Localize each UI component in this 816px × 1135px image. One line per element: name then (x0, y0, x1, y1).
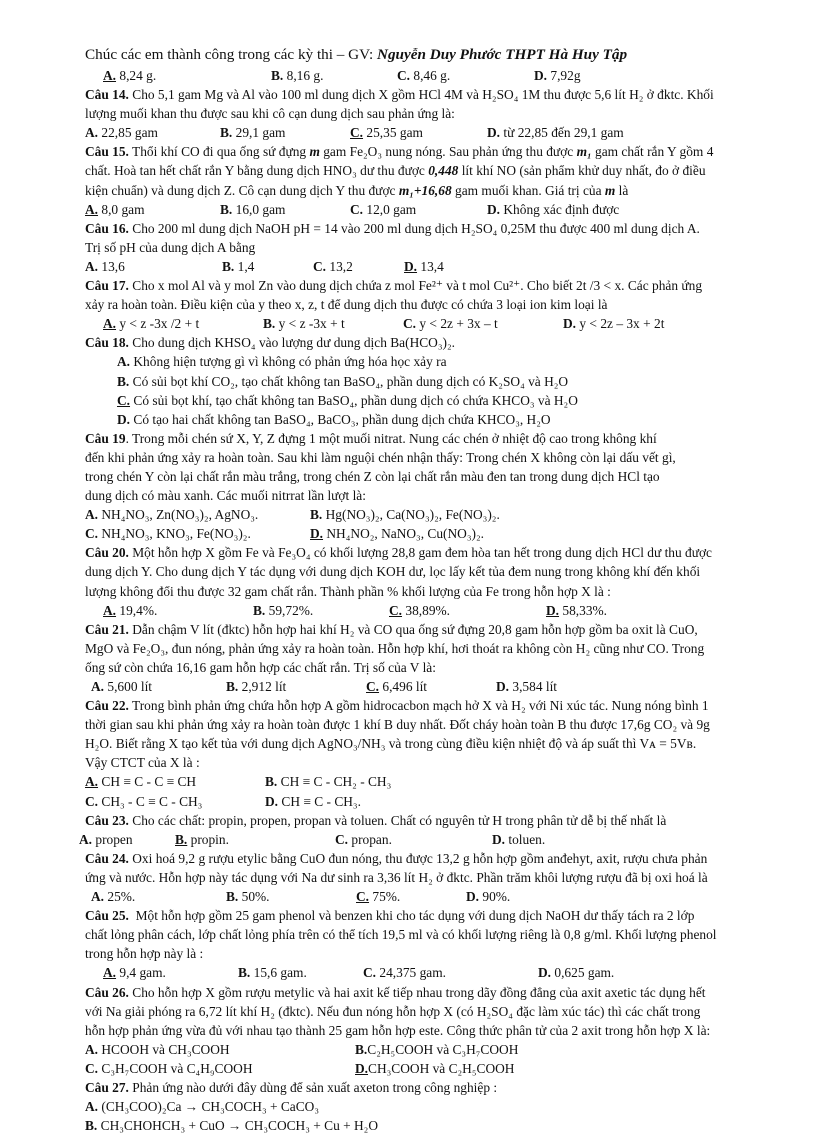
q25-options: A. 9,4 gam. B. 15,6 gam. C. 24,375 gam. D. 0,625 gam. (103, 965, 615, 981)
q26-options-cd: C. C₃H₇COOH và C₄H₉COOH D.CH₃COOH và C₂H₅COOH (85, 1060, 515, 1076)
q21-stem-3: ống sứ còn chứa 16,16 gam hỗn hợp các chất rắn. Trị số của V là: (85, 659, 436, 675)
q20-options: A. 19,4%. B. 59,72%. C. 38,89%. D. 58,33%. (103, 602, 608, 618)
q26-stem-2: với Na giải phóng ra 6,72 lít khí H₂ (đktc). Nếu đun nóng hỗn hợp X (có H₂SO₄ đặc làm xúc tác) thì các chất trong (85, 1003, 701, 1019)
q19-stem-3: trong chén Y còn lại chất rắn màu trắng, trong chén Z còn lại chất rắn màu đen tan trong dung dịch HCl tạo (85, 468, 660, 484)
q14-stem: Câu 14. Cho 5,1 gam Mg và Al vào 100 ml dung dịch X gồm HCl 4M và H₂SO₄ 1M thu được 5,6 lít H₂ ở đktc. Khối (85, 87, 714, 103)
q18-option-c: C. Có sủi bọt khí, tạo chất không tan BaSO₄, phần dung dịch có chứa KHCO₃ và H₂O (117, 392, 578, 408)
q19-stem-2: đến khi phản ứng xảy ra hoàn toàn. Sau khi làm nguội chén nhận thấy: Trong chén X không còn lại dấu vết gì, (85, 449, 676, 465)
q24-stem-2: ứng và nước. Hỗn hợp này tác dụng với Na dư sinh ra 3,36 lít H₂ ở đktc. Phần trăm khôi lượng rượu đã bị oxi hoá là (85, 869, 708, 885)
q26-stem-3: hỗn hợp phản ứng vừa đủ với nhau tạo thành 25 gam hỗn hợp este. Công thức phân tử của 2 axit trong hỗn hợp X là: (85, 1022, 711, 1038)
q23-stem: Câu 23. Cho các chất: propin, propen, propan và toluen. Chất có nguyên tử H trong phân tử dễ bị thế nhất là (85, 812, 667, 828)
q25-stem-2: chất lỏng phân cách, lớp chất lỏng phía trên có thể tích 19,5 ml và có khối lượng riêng là 0,8 g/ml. Khối lượng phenol (85, 927, 717, 943)
q19-options-cd: C. NH₄NO₃, KNO₃, Fe(NO₃)₂. D. NH₄NO₂, NaNO₃, Cu(NO₃)₂. (85, 526, 484, 542)
q26-stem: Câu 26. Cho hỗn hợp X gồm rượu metylic và hai axit kế tiếp nhau trong dãy đồng đẳng của axit axetic tác dụng hết (85, 984, 706, 1000)
q27-option-a: A. (CH₃COO)₂Ca → CH₃COCH₃ + CaCO₃ (85, 1099, 320, 1115)
q24-options: A. 25%. B. 50%. C. 75%. D. 90%. (91, 889, 511, 905)
q22-stem-3: H₂O. Biết rằng X tạo kết tủa với dung dịch AgNO₃/NH₃ và trong cùng điều kiện nhiệt độ và áp suất thì Vᴀ = 5Vʙ. (85, 736, 697, 752)
q18-option-d: D. Có tạo hai chất không tan BaSO₄, BaCO₃, phần dung dịch chứa KHCO₃, H₂O (117, 411, 551, 427)
q19-options-ab: A. NH₄NO₃, Zn(NO₃)₂, AgNO₃. B. Hg(NO₃)₂, Ca(NO₃)₂, Fe(NO₃)₂. (85, 507, 500, 523)
q22-options-ab: A. CH ≡ C - C ≡ CH B. CH ≡ C - CH₂ - CH₃ (85, 774, 392, 790)
q18-stem: Câu 18. Cho dung dịch KHSO₄ vào lượng dư dung dịch Ba(HCO₃)₂. (85, 335, 456, 351)
q16-stem-2: Trị số pH của dung dịch A bằng (85, 239, 256, 255)
q27-stem: Câu 27. Phản ứng nào dưới đây dùng để sản xuất axeton trong công nghiệp : (85, 1079, 498, 1095)
q21-options: A. 5,600 lít B. 2,912 lít C. 6,496 lít D. 3,584 lít (91, 679, 558, 694)
q25-stem-3: trong hỗn hợp này là : (85, 946, 204, 962)
q15-stem: Câu 15. Thổi khí CO đi qua ống sứ đựng m gam Fe₂O₃ nung nóng. Sau phản ứng thu được m₁ gam chất rắn Y gồm 4 (85, 144, 714, 160)
q15-stem-2: chất. Hoà tan hết chất rắn Y bằng dung dịch HNO₃ dư thu được 0,448 lít khí NO (sản phẩm khử duy nhất, đo ở điều (85, 163, 706, 179)
q20-stem-3: lượng không đổi thu được 32 gam chất rắn. Thành phần % khối lượng của Fe trong hỗn hợp X là : (85, 583, 611, 599)
q17-stem: Câu 17. Cho x mol Al và y mol Zn vào dung dịch chứa z mol Fe²⁺ và t mol Cu²⁺. Cho biết 2t /3 < x. Các phản ứng (85, 278, 703, 294)
q22-stem-2: thời gian sau khi phản ứng xảy ra hoàn toàn được 1 khí B duy nhất. Đốt cháy hoàn toàn B thu được 17,6g CO₂ và 9g (85, 717, 710, 733)
q16-stem: Câu 16. Cho 200 ml dung dịch NaOH pH = 14 vào 200 ml dung dịch H₂SO₄ 0,25M thu được 400 ml dung dịch A. (85, 220, 700, 236)
q16-options: A. 13,6 B. 1,4 C. 13,2 D. 13,4 (85, 258, 444, 274)
q14-stem-2: lượng muối khan thu được sau khi cô cạn dung dịch sau phản ứng là: (85, 106, 455, 122)
q19-stem-4: dung dịch có màu xanh. Các muối nitrrat lần lượt là: (85, 488, 366, 504)
q19-stem: Câu 19. Trong mỗi chén sứ X, Y, Z đựng 1 một muối nitrat. Nung các chén ở nhiệt độ cao trong không khí (85, 430, 657, 446)
q22-options-cd: C. CH₃ - C ≡ C - CH₃ D. CH ≡ C - CH₃. (85, 793, 361, 809)
q15-stem-3: kiện chuẩn) và dung dịch Z. Cô cạn dung dịch Y thu được m₁+16,68 gam muối khan. Giá trị của m là (85, 182, 629, 198)
q24-stem: Câu 24. Oxi hoá 9,2 g rượu etylic bằng CuO đun nóng, thu được 13,2 g hỗn hợp gồm anđehyt, axit, rượu chưa phản (85, 850, 708, 866)
header-author: Nguyễn Duy Phước THPT Hà Huy Tập (377, 46, 628, 63)
q17-options: A. y < z -3x /2 + t B. y < z -3x + t C. y < 2z + 3x – t D. y < 2z – 3x + 2t (103, 316, 665, 332)
document-page (79, 44, 785, 1135)
q27-option-b: B. CH₃CHOHCH₃ + CuO → CH₃COCH₃ + Cu + H₂O (85, 1118, 379, 1134)
q14-options: A. 22,85 gam B. 29,1 gam C. 25,35 gam D. từ 22,85 đến 29,1 gam (85, 125, 624, 141)
q15-options: A. 8,0 gam B. 16,0 gam C. 12,0 gam D. Không xác định được (85, 201, 620, 217)
q18-option-b: B. Có sủi bọt khí CO₂, tạo chất không tan BaSO₄, phần dung dịch có K₂SO₄ và H₂O (117, 373, 569, 389)
q13-options: A. 8,24 g. B. 8,16 g. C. 8,46 g. D. 7,92g (103, 68, 581, 83)
q17-stem-2: xảy ra hoàn toàn. Điều kiện của y theo x, z, t để dung dịch thu được có chứa 3 loại ion kim loại là (85, 297, 608, 313)
q21-stem-2: MgO và Fe₂O₃, đun nóng, phản ứng xảy ra hoàn toàn. Hỗn hợp khí, hơi thoát ra không còn H₂ cũng như CO. Trong (85, 640, 705, 656)
page-header: Chúc các em thành công trong các kỳ thi – GV: Nguyễn Duy Phước THPT Hà Huy Tập (85, 46, 628, 63)
q26-options-ab: A. HCOOH và CH₃COOH B.C₂H₅COOH và C₃H₇COOH (85, 1041, 519, 1057)
q21-stem: Câu 21. Dẫn chậm V lít (đktc) hỗn hợp hai khí H₂ và CO qua ống sứ đựng 20,8 gam hỗn hợp gồm ba oxit là CuO, (85, 621, 698, 637)
q22-stem: Câu 22. Trong bình phản ứng chứa hỗn hợp A gồm hidrocacbon mạch hở X và H₂ với Ni xúc tác. Nung nóng bình 1 (85, 698, 709, 714)
q25-stem: Câu 25. Một hỗn hợp gồm 25 gam phenol và benzen khi cho tác dụng với dung dịch NaOH dư thấy tách ra 2 lớp (85, 908, 695, 924)
q18-option-a: A. Không hiện tượng gì vì không có phản ứng hóa học xảy ra (117, 354, 447, 370)
q20-stem-2: dung dịch Y. Cho dung dịch Y tác dụng với dung dịch KOH dư, lọc lấy kết tủa đem nung trong không khí đến khối (85, 564, 701, 580)
q22-stem-4: Vậy CTCT của X là : (85, 755, 200, 771)
q23-options: A. propen B. propin. C. propan. D. toluen. (79, 831, 546, 847)
q20-stem: Câu 20. Một hỗn hợp X gồm Fe và Fe₃O₄ có khối lượng 28,8 gam đem hòa tan hết trong dung dịch HCl dư thu được (85, 545, 712, 561)
